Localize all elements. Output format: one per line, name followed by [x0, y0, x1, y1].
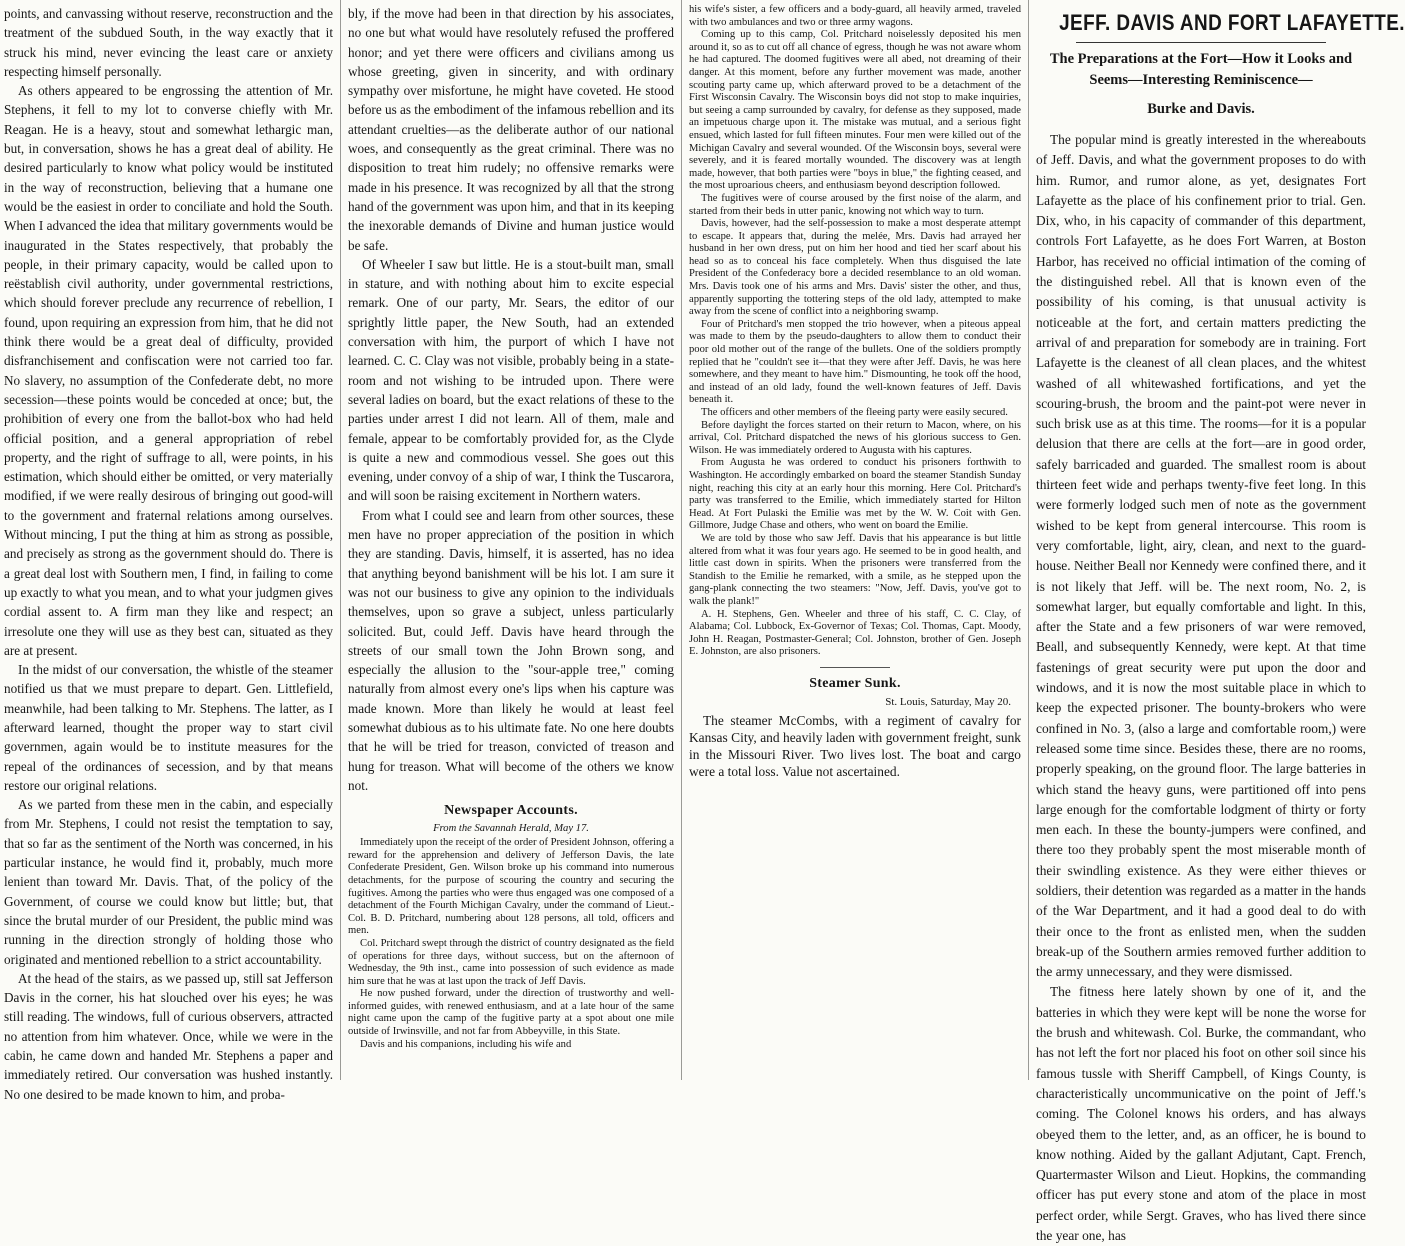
section-divider — [820, 667, 890, 668]
column-2 — [344, 0, 678, 1080]
article-paragraph: bly, if the move had been in that direction by his associates, no one but what would have resolutely refused the proffered honor; and yet there were officers and civilians among us whose greeting, given in sincerity, and with ordinary sympathy over misfortune, he might have coveted. He stood before us as the embodiment of the infamous rebellion and its attendant cruelties—as the deliberate author of our national woes, and consequently as the great criminal. There was no disposition to treat him rudely; no offensive remarks were made in his presence. It was recognized by all that the strong hand of the government was upon him, and that in its keeping the inexorable demands of Divine and human justice would be safe. — [348, 6, 674, 253]
column-3-small-body — [689, 4, 1021, 659]
column-divider — [340, 0, 341, 1080]
column-divider — [681, 0, 682, 1080]
article-paragraph: The popular mind is greatly interested in the whereabouts of Jeff. Davis, and what the government proposes to do with him. Rumor, and rumor alone, as yet, designates Fort Lafayette as the place of his confinement prior to trial. Gen. Dix, who, in his capacity of commander of this department, controls Fort Lafayette, as he does Fort Warren, at Boston Harbor, has received no official intimation of the coming of the distinguished rebel. All that is known even of the possibility of his coming, is that unusual activity is noticeable at the fort, and certain matters predicting the arrival of and preparation for somebody are in training. Fort Lafayette is the cleanest of all clean places, and the whitest washed of all whitewashed fortifications, and yet the scouring-brush, the broom and the paint-pot were never in such brisk use as at this time. The rooms—for it is a popular delusion that there are cells at the fort—are in good order, safely barricaded and guarded. The smallest room is about thirteen feet wide and perhaps twenty-five feet long. In this were formerly lodged such men of note as the government wished to be kept from general intercourse. This room is very comfortable, light, airy, clean, and next to the guard-house. Neither Beall nor Kennedy were confined there, and it is not likely that Jeff. will be. The next room, No. 2, is somewhat larger, but equally comfortable and light. In this, after the State and a few prisoners of war were removed, Beall, and subsequently Kennedy, were kept. At that time fastenings of great security were put upon the door and windows, and it is now the most suitable place in which to keep the expected prisoner. The bounty-brokers who were confined in No. 3, (also a large and comfortable room,) were released some time since. Besides these, there are no rooms, properly speaking, on the ground floor. The large batteries in which stand the heavy guns, were partitioned off into pens large enough for the comfortable lodgment of thirty or forty men each. In these the bounty-jumpers were confined, and there too they probably spent the most miserable month of their swindling existence. As they were either thieves or soldiers, their detention was regarded as a matter in the hands of the War Department, and it had a good deal to do with their once to the front as enlisted men, when the sudden break-up of the Southern armies removed further addition to the army unnecessary, and they were dismissed. — [1036, 132, 1366, 980]
article-paragraph: Davis and his companions, including his wife and — [360, 1038, 572, 1050]
article-paragraph: We are told by those who saw Jeff. Davis that his appearance is but little altered from what it was four years ago. He seemed to be in good health, and little cast down in spirits. When the prisoners were transferred from the Standish to the Emilie he remarked, with a smile, as he stepped upon the gang-plank connecting the two steamers: "Now, Jeff. Davis, you've got to walk the plank!" — [689, 532, 1021, 607]
article-paragraph: The officers and other members of the fleeing party were easily secured. — [701, 407, 1008, 418]
article-paragraph: In the midst of our conversation, the whistle of the steamer notified us that we must prepare to depart. Gen. Littlefield, meanwhile, had been talking to Mr. Stephens. The latter, as I afterward learned, thought the proper way to start civil governmen, again would be to institute measures for the repeal of the ordinances of secession, and by that means restore our original relations. — [4, 662, 333, 793]
article-paragraph: Before daylight the forces started on their return to Macon, where, on his arrival, Col. Pritchard dispatched the news of his glorious success to Gen. Wilson. He was immediately ordered to Augusta with his captures. — [689, 419, 1021, 456]
article-paragraph: Of Wheeler I saw but little. He is a stout-built man, small in stature, and with nothing about him to excite especial remark. One of our party, Mr. Sears, the editor of our sprightly little paper, the New South, had an extended conversation with him, the purport of which I have not learned. C. C. Clay was not visible, probably being in a state-room and not wishing to be intruded upon. There were several ladies on board, but the exact relations of these to the parties under arrest I did not learn. All of them, male and female, appear to be comfortably provided for, as the Clyde is quite a new and commodious vessel. She goes out this evening, under convoy of a ship of war, I think the Tuscarora, and will soon be raising excitement in Northern waters. — [348, 256, 674, 504]
column-4 — [1032, 0, 1405, 1244]
steamer-article-text: The steamer McCombs, with a regiment of cavalry for Kansas City, and heavily laden with government freight, sunk in the Missouri River. Two lives lost. The boat and cargo were a total loss. Value not ascertained. — [689, 712, 1021, 779]
article-paragraph: Col. Pritchard swept through the district of country designated as the field of operations for three days, without success, but on the afternoon of Wednesday, the 9th inst., came into possession of such evidence as made him sure that he was at last upon the track of Jeff Davis. — [348, 937, 674, 987]
column-2-body — [348, 4, 674, 795]
article-paragraph: At the head of the stairs, as we passed up, still sat Jefferson Davis in the corner, his hat slouched over his eyes; he was still reading. The windows, full of curious observers, attracted no attention from him whatever. Once, while we were in the cabin, he came down and handed Mr. Stephens a paper and immediately retired. Our conversation was hushed instantly. No one desired to be made known to him, and proba- — [4, 970, 333, 1102]
headline-deck-2: Burke and Davis. — [1147, 101, 1255, 117]
article-paragraph: He now pushed forward, under the direction of trustworthy and well-informed guides, with renewed enthusiasm, and at a late hour of the same night came upon the camp of the fugitive party at a spot about one mile outside of Irwinsville, and not far from Abbeyville, in this State. — [348, 988, 674, 1038]
article-paragraph: A. H. Stephens, Gen. Wheeler and three of his staff, C. C. Clay, of Alabama; Col. Lubbock, Ex-Governor of Texas; Col. Thomas, Capt. Moody, John H. Reagan, Postmaster-General; Col. Johnston, brother of Gen. Joseph E. Johnston, are also prisoners. — [689, 608, 1021, 658]
article-paragraph: points, and canvassing without reserve, reconstruction and the treatment of the subdued South, in the way exactly that it struck his mind, never evincing the least care or anxiety respecting himself personally. — [4, 6, 333, 79]
headline-rule — [1076, 42, 1326, 43]
article-paragraph: The fitness here lately shown by one of it, and the batteries in which they were kept will be none the worse for the brush and whitewash. Col. Burke, the commandant, who has not left the fort nor placed his foot on other soil since his famous tussle with Sheriff Campbell, of Kings County, is characteristically uncommunicative on the point of Jeff.'s coming. The Colonel knows his orders, and has always obeyed them to the letter, and, as an officer, he is bound to know nothing. Aided by the gallant Adjutant, Capt. French, Quartermaster Wilson and Lieut. Hopkins, the commanding officer has put every stone and atom of the place in most perfect order, while Sergt. Graves, who has lived there since the year one, has — [1036, 984, 1366, 1244]
subhead-newspaper-accounts: Newspaper Accounts. — [444, 803, 578, 819]
article-paragraph: his wife's sister, a few officers and a body-guard, all heavily armed, traveled with two ambulances and two or three army wagons. — [689, 4, 1021, 28]
subhead-steamer-sunk: Steamer Sunk. — [809, 675, 901, 691]
dateline-savannah: From the Savannah Herald, May 17. — [433, 823, 589, 835]
column-3 — [685, 0, 1025, 1080]
article-paragraph: Davis, however, had the self-possession to make a most desperate attempt to escape. It appears that, during the melée, Mrs. Davis had arrayed her husband in her own dress, put on him her hood and tied her scarf about his head so as to conceal his face completely. When thus disguised the late President of the Confederacy bore a decided resemblance to an old woman. Mrs. Davis took one of his arms and Mrs. Davis' sister the other, and thus, apparently supporting the tottering steps of the old lady, attempted to make away from the scene of conflict into a neighboring swamp. — [689, 218, 1021, 318]
column-2-small-body — [348, 837, 674, 1051]
column-1 — [0, 0, 337, 1102]
article-paragraph: From what I could see and learn from other sources, these men have no proper appreciation of the position in which they are standing. Davis, himself, it is asserted, has no idea that anything beyond banishment will be his lot. I am sure it was not our business to give any opinion to the individuals themselves, upon so grave a subject, unless particularly solicited. But, could Jeff. Davis have heard through the streets of our small town the John Brown song, and especially the allusion to the "sour-apple tree," coming naturally from almost every one's lips when his capture was made known. More than likely he would at least feel somewhat dubious as to his ultimate fate. No one here doubts that he will be tried for treason, convicted of treason and hung for treason. What will become of the others we know not. — [348, 507, 674, 793]
article-paragraph: The fugitives were of course aroused by the first noise of the alarm, and started from their beds in utter panic, knowing not which way to turn. — [689, 192, 1021, 217]
headline-deck: The Preparations at the Fort—How it Looks and Seems—Interesting Reminiscence— — [1049, 51, 1353, 88]
article-paragraph: As we parted from these men in the cabin, and especially from Mr. Stephens, I could not resist the temptation to say, that so far as the sentiment of the North was concerned, in his particular instance, he would find it, probably, much more lenient than toward Mr. Davis. That, of the policy of the Government, of course we could know but little; but, that since the brutal murder of our President, the public mind was running in the direction strongly of holding those who originated and mentioned rebellion to a strict accountability. — [4, 797, 333, 967]
article-paragraph: Immediately upon the receipt of the order of President Johnson, offering a reward for the apprehension and delivery of Jefferson Davis, the late Confederate President, Gen. Wilson broke up his command into numerous detachments, for the purpose of scouring the country and securing the fugitives. Among the parties who were thus engaged was one composed of a detachment of the Fourth Michigan Cavalry, under the command of Lieut.-Col. B. D. Pritchard, numbering about 128 persons, all told, officers and men. — [348, 837, 674, 937]
dateline-st-louis: St. Louis, Saturday, May 20. — [885, 695, 1011, 708]
article-paragraph: Four of Pritchard's men stopped the trio however, when a piteous appeal was made to them by the pseudo-daughters to allow them to conduct their poor old mother out of the range of the bullets. One of the soldiers promptly replied that he "couldn't see it—that they were after Jeff. Davis, he was here somewhere, and they meant to have him." Dismounting, he took off the hood, and instead of an old lady, found the well-known features of Jeff. Davis beneath it. — [689, 318, 1021, 406]
article-paragraph: As others appeared to be engrossing the attention of Mr. Stephens, it fell to my lot to converse chiefly with Mr. Reagan. He is a heavy, stout and somewhat lethargic man, but, in conversation, shows he has a great deal of ability. He desired particularly to know what policy would be instituted in the way of reconstruction, believing that a humane one would be the easiest in order to conciliate and hold the South. When I advanced the idea that military governments would be inaugurated in the States respectively, that probably the people, in their primary capacity, would be called upon to reëstablish civil authority, under governmental restrictions, which should forever preclude any recurrence of rebellion, I found, upon requiring an expression from him, that he did not think there would be a great deal of difficulty, provided disfranchisement and confiscation were not carried too far. No slavery, no assumption of the Confederate debt, no more secession—these points would be conceded at once; but, the prohibition of every one from the ballot-box who had held official position, and a general appropriation of rebel property, and the right of suffrage to all, were points, in his estimation, which should either be omitted, or very materially modified, if we were really desirous of bringing out good-will to the government and fraternal relations among ourselves. Without mincing, I put the thing at him as strong as possible, and precisely as strong as the government should do. There is a great deal lost with Southern men, I find, in failing to come up exactly to what you mean, and to what your judgmen gives cordial assent to. A firm man they like and respect; an irresolute one they will use as they best can, situated as they are at present. — [4, 83, 333, 658]
column-1-body — [4, 4, 333, 1104]
article-paragraph: From Augusta he was ordered to conduct his prisoners forthwith to Washington. He accordingly embarked on board the steamer Standish Sunday night, reaching this city at an early hour this morning. Here Col. Pritchard's party was transferred to the Emilie, which immediately started for Hilton Head. At Fort Pulaski the Emilie was met by the W. W. Coit with Gen. Gillmore, Judge Chase and others, who went on board the Emilie. — [689, 457, 1021, 532]
column-divider — [1028, 0, 1029, 1080]
article-paragraph: Coming up to this camp, Col. Pritchard noiselessly deposited his men around it, so as to cut off all chance of egress, though he was not aware whom he had captured. The doomed fugitives were all abed, not dreaming of their danger. At this moment, before any further movement was made, another scouting party came up, which afterward proved to be a detachment of the First Wisconsin Cavalry. The Wisconsin boys did not stop to make inquiries, but seeing a camp surrounded by cavalry, for defense as they supposed, made an impetuous charge upon it. The mistake was mutual, and a serious fight ensued, which lasted for full fifteen minutes. Four men were killed out of the Michigan Cavalry and several wounded. Of the Wisconsin boys, several were severely, and it is feared mortally wounded. The discovery was at length made, however, that both parties were "boys in blue," the fighting ceased, and the most uproarious cheers, and enthusiasm beyond description followed. — [689, 29, 1021, 192]
column-4-body — [1036, 130, 1366, 1246]
headline: JEFF. DAVIS AND FORT LAFAYETTE. — [1059, 10, 1405, 35]
